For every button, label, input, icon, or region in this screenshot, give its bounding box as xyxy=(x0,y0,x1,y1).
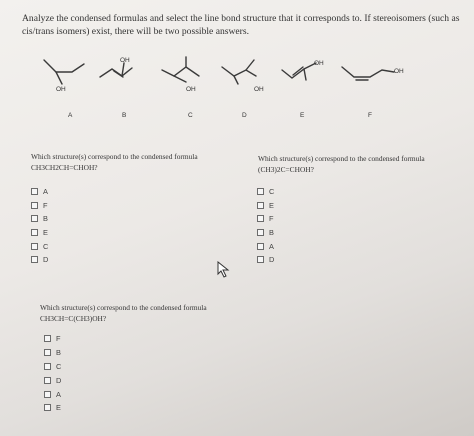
question-3-options xyxy=(44,332,61,415)
line-bond-structures xyxy=(34,52,434,127)
structure-f-oh: OH xyxy=(394,68,404,75)
checkbox[interactable] xyxy=(31,188,38,195)
structure-e-oh: OH xyxy=(314,60,324,67)
question-2-option[interactable]: C xyxy=(257,185,274,199)
checkbox[interactable] xyxy=(31,215,38,222)
question-2-options xyxy=(257,185,274,267)
checkbox[interactable] xyxy=(31,243,38,250)
checkbox[interactable] xyxy=(257,256,264,263)
checkbox[interactable] xyxy=(31,202,38,209)
question-1-options xyxy=(31,185,48,267)
question-1-option[interactable]: E xyxy=(31,226,48,240)
structure-d-label: D xyxy=(242,112,247,119)
question-2-option[interactable]: E xyxy=(257,199,274,213)
structure-c-oh: OH xyxy=(186,86,196,93)
checkbox[interactable] xyxy=(257,188,264,195)
structure-d-oh: OH xyxy=(254,86,264,93)
checkbox[interactable] xyxy=(31,256,38,263)
mouse-cursor-icon xyxy=(216,261,232,279)
checkbox[interactable] xyxy=(31,229,38,236)
checkbox[interactable] xyxy=(257,215,264,222)
structure-c-skeleton xyxy=(162,67,199,76)
question-3 xyxy=(40,303,260,324)
question-1-option[interactable]: D xyxy=(31,253,48,267)
structure-b-oh: OH xyxy=(120,57,130,64)
checkbox[interactable] xyxy=(44,349,51,356)
checkbox[interactable] xyxy=(44,377,51,384)
question-2-prompt: Which structure(s) correspond to the condensed formula xyxy=(258,154,425,163)
question-1-prompt: Which structure(s) correspond to the condensed formula xyxy=(31,152,198,161)
question-2-option[interactable]: A xyxy=(257,239,274,253)
structure-e-label: E xyxy=(300,112,305,119)
checkbox[interactable] xyxy=(44,363,51,370)
question-3-option[interactable]: C xyxy=(44,360,61,374)
question-2-option[interactable]: D xyxy=(257,253,274,267)
question-1-option[interactable]: B xyxy=(31,212,48,226)
question-3-option[interactable]: A xyxy=(44,387,61,401)
question-3-option[interactable]: E xyxy=(44,401,61,415)
question-3-prompt: Which structure(s) correspond to the condensed formula xyxy=(40,303,207,312)
structure-a-skeleton xyxy=(44,60,84,72)
checkbox[interactable] xyxy=(257,229,264,236)
question-3-option[interactable]: D xyxy=(44,373,61,387)
question-2-formula: (CH3)2C=CHOH? xyxy=(258,165,314,174)
question-3-option[interactable]: F xyxy=(44,332,61,346)
instructions-text: Analyze the condensed formulas and select the line bond structure that it corresponds to. If stereoisomers (such as cis/trans isomers) exist, there will be two possible answers. xyxy=(22,13,460,37)
checkbox[interactable] xyxy=(257,243,264,250)
structures-panel xyxy=(34,52,434,127)
structure-a-label: A xyxy=(68,112,73,119)
question-1-option[interactable]: F xyxy=(31,199,48,213)
structure-f-label: F xyxy=(368,112,372,119)
question-1 xyxy=(31,152,241,173)
question-2-option[interactable]: F xyxy=(257,212,274,226)
structure-a-oh-bond xyxy=(56,72,62,84)
structure-d-skeleton xyxy=(222,67,256,76)
structure-c-label: C xyxy=(188,112,193,119)
checkbox[interactable] xyxy=(44,335,51,342)
question-3-formula: CH3CH=C(CH3)OH? xyxy=(40,314,107,323)
question-2-option[interactable]: B xyxy=(257,226,274,240)
structure-a-oh: OH xyxy=(56,86,66,93)
question-1-option[interactable]: C xyxy=(31,239,48,253)
structure-f-skeleton xyxy=(342,67,394,77)
checkbox[interactable] xyxy=(44,404,51,411)
question-1-formula: CH3CH2CH=CHOH? xyxy=(31,163,98,172)
checkbox[interactable] xyxy=(44,391,51,398)
question-3-option[interactable]: B xyxy=(44,346,61,360)
question-1-option[interactable]: A xyxy=(31,185,48,199)
structure-b-label: B xyxy=(122,112,127,119)
question-2 xyxy=(258,154,463,175)
checkbox[interactable] xyxy=(257,202,264,209)
